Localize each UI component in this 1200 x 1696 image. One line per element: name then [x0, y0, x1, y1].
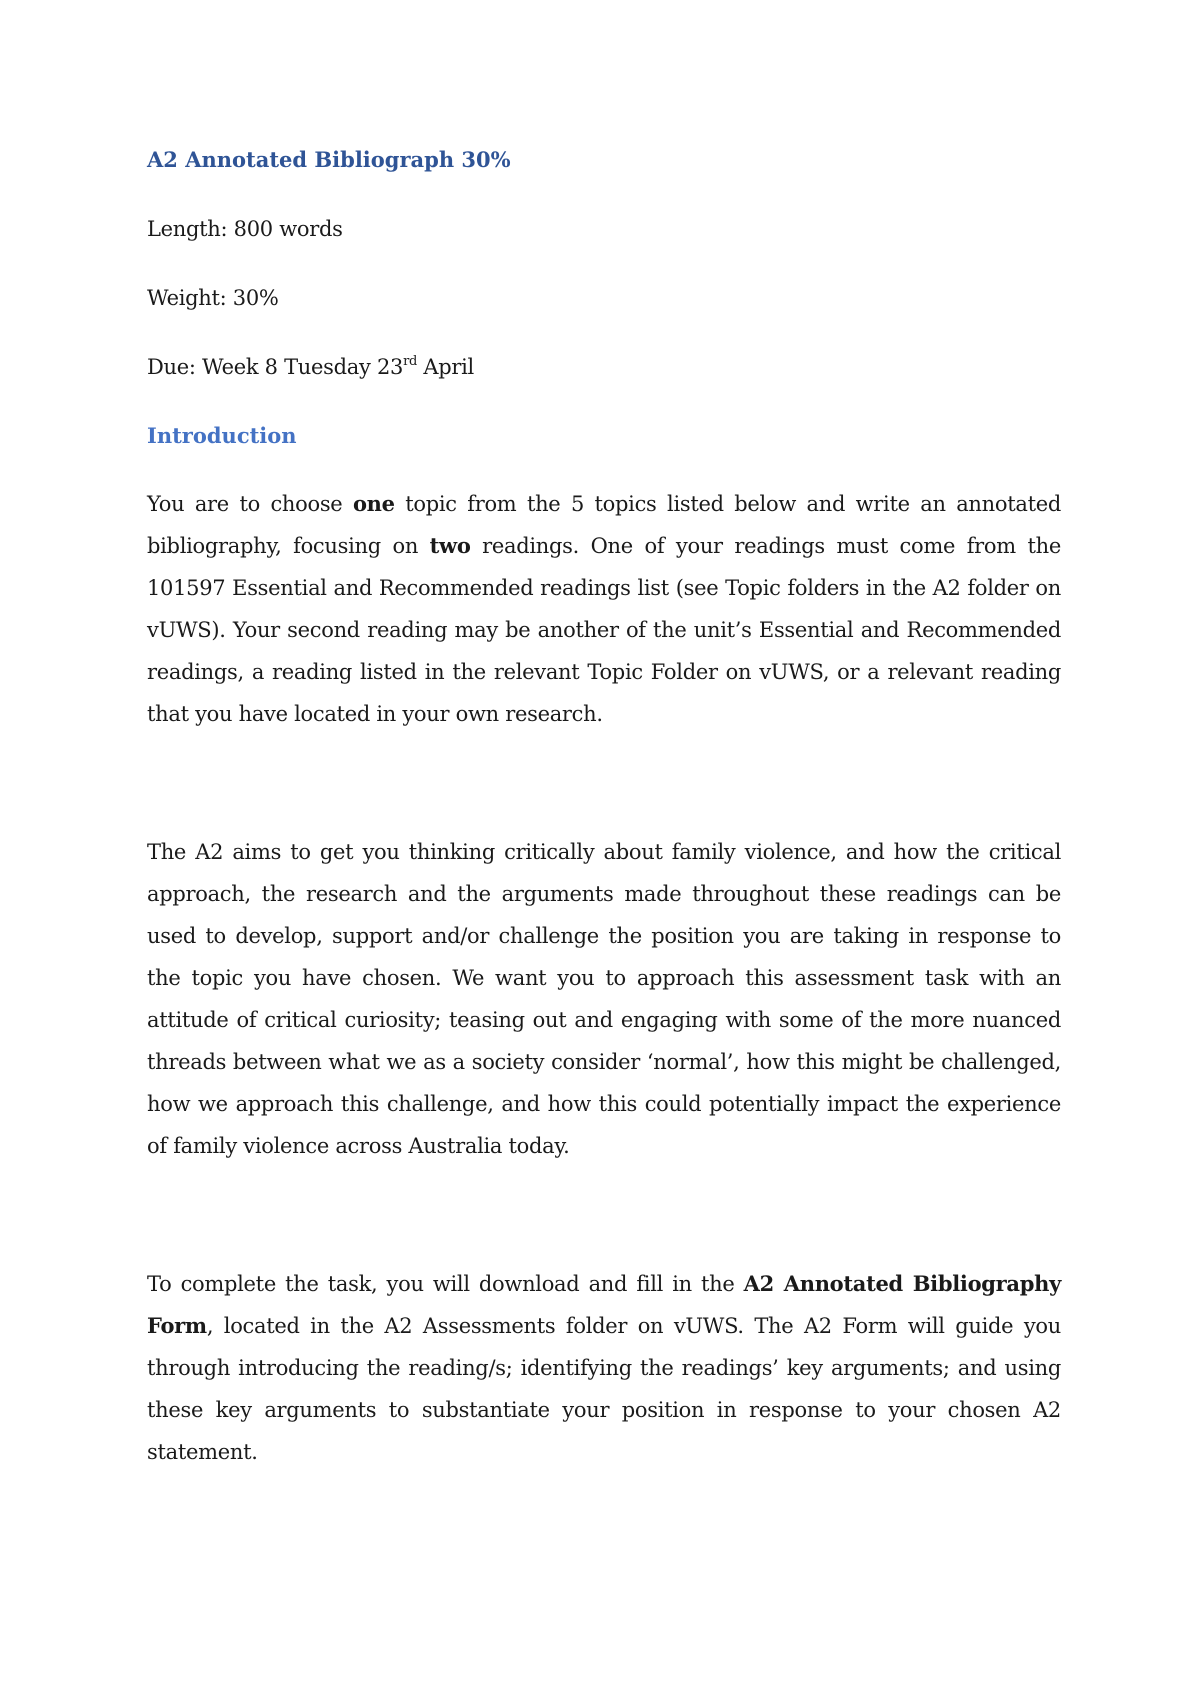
aims-paragraph: The A2 aims to get you thinking critically about family violence, and how the critical approach, the research and the arguments made throughout these readings can be used to develop, support and/or challenge the position you are taking in response to the topic you have chosen. We want you to approach this assessment task with an attitude of critical curiosity; teasing out and engaging with some of the more nuanced threads between what we as a society consider ‘normal’, how this might be challenged, how we approach this challenge, and how this could potentially impact the experience of family violence across Australia today. — [147, 840, 1061, 1158]
task-paragraph — [147, 1263, 1061, 1473]
intro-bold-two: two — [429, 533, 471, 558]
due-suffix: April — [417, 355, 474, 379]
intro-text-1: You are to choose — [147, 492, 353, 516]
length-line: Length: 800 words — [147, 217, 343, 241]
weight-line: Weight: 30% — [147, 286, 279, 310]
form-name: A2 Annotated Bibliography Form — [147, 1271, 1061, 1338]
document-body — [147, 140, 1061, 1473]
document-title: A2 Annotated Bibliograph 30% — [147, 147, 511, 172]
due-prefix: Due: Week 8 Tuesday 23 — [147, 355, 404, 379]
due-line — [147, 347, 1061, 387]
intro-bold-one: one — [352, 491, 395, 516]
introduction-heading: Introduction — [147, 423, 297, 448]
introduction-paragraph — [147, 483, 1061, 735]
due-superscript: rd — [403, 354, 418, 369]
intro-text-3: readings. One of your readings must come from the 101597 Essential and Recommended readings list (see Topic folders in the A2 folder on vUWS). Your second reading may be another of the unit’s Essential and Recommended readings, a reading listed in the relevant Topic Folder on vUWS, or a relevant reading that you have located in your own research. — [147, 534, 1061, 726]
intro-text-2: topic from the 5 topics listed below and write an annotated bibliography, focusing on — [147, 492, 1061, 558]
task-text-1: To complete the task, you will download and fill in the — [147, 1272, 744, 1296]
task-text-2: , located in the A2 Assessments folder on vUWS. The A2 Form will guide you through introducing the reading/s; identifying the readings’ key arguments; and using these key arguments to substantiate your position in response to your chosen A2 statement. — [147, 1314, 1061, 1464]
